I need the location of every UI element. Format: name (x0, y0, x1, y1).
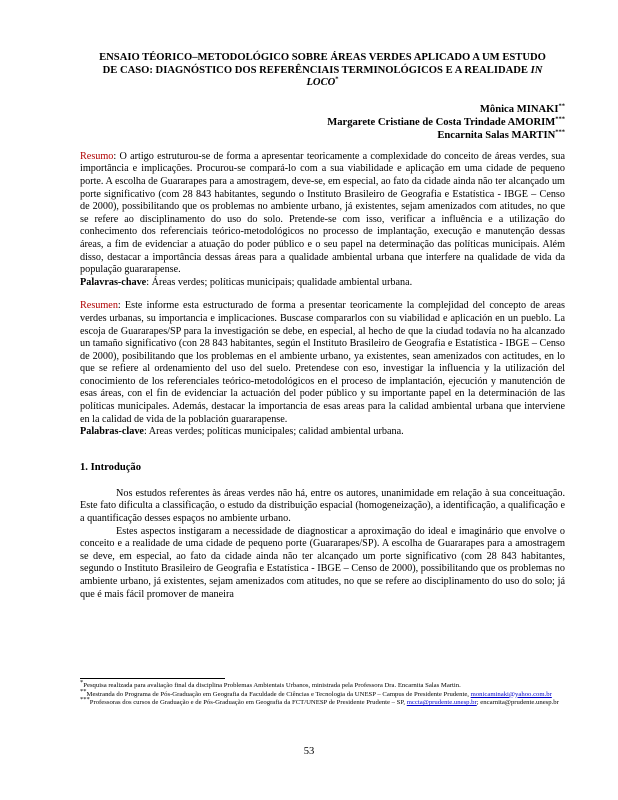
article-title (80, 52, 565, 90)
title-line-1: ENSAIO TÉORICO–METODOLÓGICO SOBRE ÁREAS VERDES APLICADO A UM ESTUDO (99, 52, 546, 63)
palavras-chave-label: Palavras-chave (80, 276, 147, 288)
resumo-text: : O artigo estruturou-se de forma a apresentar teoricamente a complexidade do conceito de áreas verdes, sua importância e implicações. Procurou-se compará-lo com a sua viabilidade e aplicação em uma cidade de pequeno porte. A escolha de Guararapes para a amostragem, deve-se, em especial, ao fato da cidade ainda não ter alcançado um porte significativo (com 28 843 habitantes, segundo o Instituto Brasileiro de Geografia e Estatística - IBGE – Censo de 2000), possibilitando que os problemas no ambiente urbano, já existentes, sejam amenizados com atitudes, no que se refere ao disciplinamento do uso do solo. Pretende-se com isso, verificar a influência e a utilização do conhecimento dos referenciais teórico-metodológicos no processo de implantação, execução e manutenção dessas áreas, a fim de evidenciar a atuação do poder público e o seu papel na determinação das políticas municipais. Além disso, destacar a importância dessas áreas para a qualidade ambiental urbana que interfere na qualidade de vida da população guararapense. (80, 150, 565, 276)
abstract-spanish (80, 300, 565, 426)
footnote-3-mark: *** (80, 695, 90, 703)
footnote-1 (80, 678, 565, 691)
footnotes (80, 678, 565, 708)
keywords-spanish (80, 426, 565, 439)
title-italic-1: IN (530, 64, 543, 76)
author-1-name: Mônica MINAKI (479, 103, 559, 115)
author-2 (80, 116, 565, 129)
resumo-label: Resumo (80, 150, 114, 162)
title-footnote-mark: * (335, 75, 339, 83)
palabras-clave-text: : Areas verdes; políticas municipales; calidad ambiental urbana. (143, 426, 404, 438)
footnote-1-mark: * (80, 678, 84, 686)
footnote-2-text: Mestranda do Programa de Pós-Graduação em Geografia da Faculdade de Ciências e Tecnologia da UNESP – Campus de Presidente Prudente, (86, 690, 471, 698)
author-list (80, 103, 565, 142)
author-1-mark: ** (558, 102, 565, 110)
palavras-chave-text: : Áreas verdes; políticas municipais; qualidade ambiental urbana. (146, 276, 413, 288)
resumen-label: Resumen (80, 300, 118, 312)
author-2-mark: *** (555, 115, 565, 123)
section-heading-introduction: 1. Introdução (80, 461, 142, 473)
author-3 (80, 129, 565, 142)
author-2-name: Margarete Cristiane de Costa Trindade AMORIM (327, 116, 556, 128)
page-number: 53 (303, 746, 315, 757)
footnote-2 (80, 687, 565, 700)
footnote-rule (80, 678, 225, 679)
intro-paragraph-2: Estes aspectos instigaram a necessidade de diagnosticar a aproximação do ideal e imaginário que envolve o conceito e a realidade de uma cidade de pequeno porte (Guararapes/SP). A escolha de Guararapes para a amostragem se deve, em especial, ao fato da cidade ainda não ter alcançado um porte significativo (com 28 843 habitantes, segundo o Instituto Brasileiro de Geografia e Estatística - IBGE – Censo de 2000), possibilitando que os problemas no ambiente urbano, já existentes, sejam amenizados com atitudes, no que se refere ao disciplinamento do uso do solo; já que é mais fácil promover de maneira (80, 525, 565, 600)
footnote-3-tail: ; encarnita@prudente.unesp.br (476, 699, 559, 707)
email-link-minaki[interactable]: monicaminaki@yahoo.com.br (470, 690, 552, 698)
resumen-text: : Este informe esta estructurado de forma a presentar teoricamente la complejidad del concepto de areas verdes urbanas, su importancia e implicaciones. Buscase compararlos con su viabilidad e aplicación en un pueblo. La escoja de Guararapes/SP para la investigación se debe, en especial, al hecho de que la ciudad todavía no ha alcanzado un tamaño significativo (con 28 843 habitantes, según el Instituto Brasileiro de Geografia e Estatística - IBGE – Censo de 2000), posibilitando que los problemas en el ambiente urbano, ya existentes, sean amenizados con actitudes, en lo que se refiere al ordenamiento del uso del suelo. Pretendese con eso, investigar la influencia y la utilización del conocimiento de los referenciales teórico-metodológicos en el proceso de implantación, ejecución y manutención de esas áreas, con el fin de evidenciar la actuación del poder público y su importante papel en la determinación de las políticas municipales. Además, destacar la importancia de esas areas para la calidad ambiental urbana que interviene en la calidad de vida de la población guararapense. (80, 300, 565, 425)
article-page (80, 52, 565, 601)
keywords-portuguese (80, 277, 565, 290)
email-link-mccta[interactable]: mccta@prudente.unesp.br (406, 699, 477, 707)
footnote-1-text: Pesquisa realizada para avaliação final da disciplina Problemas Ambientais Urbanos, ministrada pela Professora Dra. Encarnita Salas Martin. (83, 682, 461, 689)
title-italic-2: LOCO (306, 77, 336, 89)
author-3-name: Encarnita Salas MARTIN (437, 129, 556, 141)
intro-paragraph-1: Nos estudos referentes às áreas verdes não há, entre os autores, unanimidade em relação à sua conceituação. Este fato dificulta a classificação, o estudo da distribuição espacial (homogeneização), a identificação, a qualificação e a quantificação desses espaços no ambiente urbano. (80, 487, 565, 525)
title-line-2: DE CASO: DIAGNÓSTICO DOS REFERÊNCIAIS TERMINOLÓGICOS E A REALIDADE (102, 64, 531, 76)
author-3-mark: *** (555, 128, 565, 136)
abstract-portuguese (80, 151, 565, 277)
footnote-3 (80, 695, 565, 708)
footnote-2-mark: ** (80, 687, 87, 695)
palabras-clave-label: Palabras-clave (80, 426, 144, 438)
footnote-3-text: Professoras dos cursos de Graduação e de Pós-Graduação em Geografia da FCT/UNESP de Presidente Prudente – SP, (89, 699, 407, 707)
author-1 (80, 103, 565, 116)
